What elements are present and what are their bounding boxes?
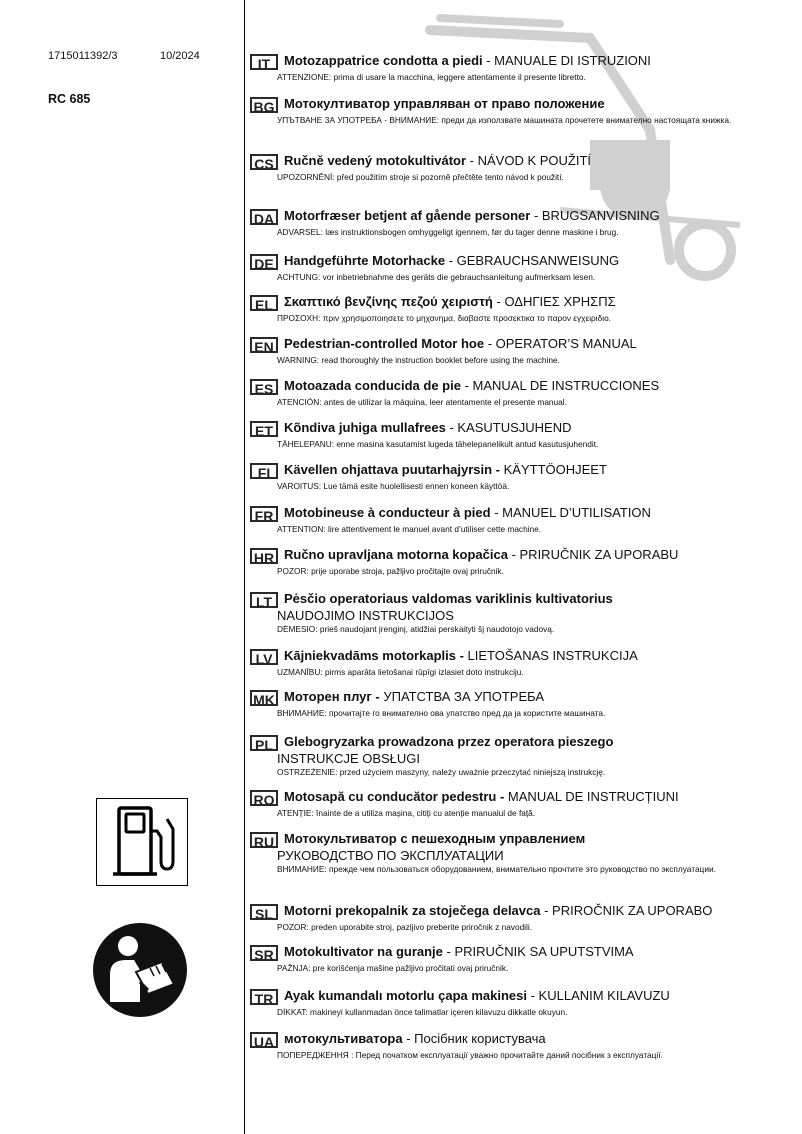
entry-title bbox=[284, 96, 605, 112]
language-entry-fi bbox=[250, 462, 760, 493]
entry-title bbox=[284, 591, 613, 607]
entry-title bbox=[284, 734, 613, 750]
entry-heading bbox=[250, 53, 760, 71]
manual-type-line: NAUDOJIMO INSTRUKCIJOS bbox=[277, 608, 454, 623]
entry-heading bbox=[250, 208, 760, 226]
product-name: Σκαπτικό βενζίνης πεζού χειριστή bbox=[284, 294, 493, 309]
warning-text: DİKKAT: makineyi kullanmadan önce talimatlar içeren kilavuzu dikkatle okuyun. bbox=[277, 1007, 568, 1017]
manual-type: - ΟΔΗΓΙΕΣ ΧΡΗΣΠΣ bbox=[492, 294, 616, 309]
manual-type: - MANUAL DE INSTRUCCIONES bbox=[460, 378, 660, 393]
language-entry-hr bbox=[250, 547, 760, 578]
vertical-divider bbox=[244, 0, 245, 1134]
product-name: Pėsčio operatoriaus valdomas variklinis kultivatorius bbox=[284, 591, 613, 606]
warning-text: ATENCIÓN: antes de utilizar la máquina, leer atentamente el presente manual. bbox=[277, 397, 567, 407]
entry-title bbox=[284, 547, 678, 563]
language-entry-da bbox=[250, 208, 760, 239]
entry-heading bbox=[250, 1031, 760, 1049]
fuel-warning-box bbox=[96, 798, 188, 886]
language-entry-it bbox=[250, 53, 760, 84]
entry-title bbox=[284, 689, 544, 705]
entry-heading bbox=[250, 420, 760, 438]
product-name: Handgeführte Motorhacke bbox=[284, 253, 446, 268]
warning-text: ВНИМАНИЕ: прежде чем пользоваться оборудованием, внимательно прочтите это руководство по эксплуатации. bbox=[277, 864, 716, 874]
entry-heading bbox=[250, 689, 760, 707]
warning-text: ADVARSEL: læs instruktionsbogen omhyggeligt igennem, før du tager denne maskine i brug. bbox=[277, 227, 619, 237]
language-code-badge: EN bbox=[250, 337, 278, 353]
entry-heading bbox=[250, 988, 760, 1006]
product-name: Ručno upravljana motorna kopačica bbox=[284, 547, 508, 562]
language-entry-cs bbox=[250, 153, 760, 184]
entry-title bbox=[284, 988, 670, 1004]
warning-text: ВНИМАНИЕ: прочитајте го внимателно ова упатство пред да ја користите машината. bbox=[277, 708, 606, 718]
language-code-badge: CS bbox=[250, 154, 278, 170]
warning-text: УПЪТВАНЕ ЗА УПОТРЕБА - ВНИМАНИЕ: преди да използвате машината прочетете внимателно настоящата книжка. bbox=[277, 115, 732, 125]
read-manual-icon bbox=[92, 922, 188, 1018]
manual-type: - PRIRUČNIK ZA UPORABU bbox=[507, 547, 679, 562]
language-entry-sr bbox=[250, 944, 760, 975]
manual-type: - GEBRAUCHSANWEISUNG bbox=[445, 253, 620, 268]
warning-text: ATTENZIONE: prima di usare la macchina, leggere attentamente il presente libretto. bbox=[277, 72, 586, 82]
product-name: Моторен плуг - bbox=[284, 689, 380, 704]
product-name: Motoazada conducida de pie bbox=[284, 378, 461, 393]
entry-heading bbox=[250, 789, 760, 807]
warning-text: OSTRZEŻENIE: przed użyciem maszyny, należy uważnie przeczytać niniejszą instrukcję. bbox=[277, 767, 606, 777]
language-entry-mk bbox=[250, 689, 760, 720]
manual-type: УПАТСТВА ЗА УПОТРЕБА bbox=[379, 689, 545, 704]
entry-title bbox=[284, 648, 638, 664]
product-name: Ayak kumandalı motorlu çapa makinesi bbox=[284, 988, 527, 1003]
language-code-badge: IT bbox=[250, 54, 278, 70]
warning-text: UPOZORNĚNÍ: před použitím stroje si pozorně přečtěte tento návod k použití. bbox=[277, 172, 564, 182]
language-code-badge: RU bbox=[250, 832, 278, 848]
language-code-badge: TR bbox=[250, 989, 278, 1005]
entry-heading bbox=[250, 831, 760, 849]
language-entry-es bbox=[250, 378, 760, 409]
entry-title bbox=[284, 505, 651, 521]
warning-text: POZOR: prije uporabe stroja, pažljivo pročitajte ovaj priručnik. bbox=[277, 566, 504, 576]
warning-text: POZOR: preden uporabite stroj, pazljivo preberite priročnik z navodili. bbox=[277, 922, 533, 932]
language-code-badge: DA bbox=[250, 209, 278, 225]
manual-type: - OPERATOR’S MANUAL bbox=[484, 336, 637, 351]
language-code-badge: ES bbox=[250, 379, 278, 395]
manual-type: - BRUGSANVISNING bbox=[530, 208, 660, 223]
entry-heading bbox=[250, 253, 760, 271]
language-entry-en bbox=[250, 336, 760, 367]
manual-type: LIETOŠANAS INSTRUKCIJA bbox=[463, 648, 638, 663]
warning-text: WARNING: read thoroughly the instruction booklet before using the machine. bbox=[277, 355, 560, 365]
language-code-badge: RO bbox=[250, 790, 278, 806]
product-name: Мотокултиватор управляван от право положение bbox=[284, 96, 605, 111]
entry-title bbox=[284, 336, 637, 352]
language-code-badge: SL bbox=[250, 904, 278, 920]
language-code-badge: DE bbox=[250, 254, 278, 270]
entry-title bbox=[284, 789, 679, 805]
language-entry-lv bbox=[250, 648, 760, 679]
language-entry-lt bbox=[250, 591, 760, 636]
product-name: Glebogryzarka prowadzona przez operatora pieszego bbox=[284, 734, 614, 749]
document-code: 1715011392/3 bbox=[48, 50, 118, 62]
language-entry-ro bbox=[250, 789, 760, 820]
entry-heading bbox=[250, 591, 760, 609]
manual-type: - PRIROČNIK ZA UPORABO bbox=[540, 903, 713, 918]
product-name: Motokultivator na guranje bbox=[284, 944, 443, 959]
entry-heading bbox=[250, 505, 760, 523]
manual-type: - NÁVOD K POUŽITÍ bbox=[466, 153, 592, 168]
product-name: Kājniekvadāms motorkaplis - bbox=[284, 648, 464, 663]
entry-heading bbox=[250, 648, 760, 666]
language-code-badge: MK bbox=[250, 690, 278, 706]
language-code-badge: LV bbox=[250, 649, 278, 665]
entry-title bbox=[284, 378, 659, 394]
entry-title bbox=[284, 462, 607, 478]
entry-heading bbox=[250, 378, 760, 396]
product-name: Motorni prekopalnik za stoječega delavca bbox=[284, 903, 541, 918]
entry-title bbox=[284, 944, 634, 960]
entry-title bbox=[284, 253, 619, 269]
manual-type: - KULLANIM KILAVUZU bbox=[527, 988, 670, 1003]
warning-text: ACHTUNG: vor inbetriebnahme des geräts die gebrauchsanleitung aufmerksam lesen. bbox=[277, 272, 596, 282]
language-entry-bg bbox=[250, 96, 760, 127]
entry-title bbox=[284, 903, 712, 919]
language-entry-ru bbox=[250, 831, 760, 876]
manual-type: - KASUTUSJUHEND bbox=[445, 420, 572, 435]
warning-text: VAROITUS: Lue tämä esite huolellisesti ennen koneen käyttöä. bbox=[277, 481, 510, 491]
language-code-badge: PL bbox=[250, 735, 278, 751]
entry-heading bbox=[250, 903, 760, 921]
model-number: RC 685 bbox=[48, 92, 91, 106]
language-entry-et bbox=[250, 420, 760, 451]
tiller-watermark bbox=[420, 10, 750, 290]
entry-heading bbox=[250, 153, 760, 171]
warning-text: ATENȚIE: înainte de a utiliza mașina, citiți cu atenție manualul de față. bbox=[277, 808, 536, 818]
entry-heading bbox=[250, 734, 760, 752]
language-entry-ua bbox=[250, 1031, 760, 1062]
language-code-badge: FI bbox=[250, 463, 278, 479]
language-code-badge: LT bbox=[250, 592, 278, 608]
manual-type-line: INSTRUKCJE OBSŁUGI bbox=[277, 751, 421, 766]
product-name: Motobineuse à conducteur à pied bbox=[284, 505, 491, 520]
product-name: Motozappatrice condotta a piedi bbox=[284, 53, 483, 68]
entry-title bbox=[284, 420, 572, 436]
product-name: Motosapă cu conducător pedestru - bbox=[284, 789, 505, 804]
language-code-badge: EL bbox=[250, 295, 278, 311]
warning-text: ПОПЕРЕДЖЕННЯ : Перед початком експлуатації уважно прочитайте даний посібник з експлуатації. bbox=[277, 1050, 663, 1060]
language-code-badge: UA bbox=[250, 1032, 278, 1048]
manual-type: - MANUALE DI ISTRUZIONI bbox=[482, 53, 651, 68]
warning-text: PAŽNJA: pre korišćenja mašine pažljivo pročitati ovaj priručnik. bbox=[277, 963, 509, 973]
entry-heading bbox=[250, 944, 760, 962]
entry-heading bbox=[250, 462, 760, 480]
language-code-badge: FR bbox=[250, 506, 278, 522]
entry-title bbox=[284, 831, 585, 847]
manual-type: - Посібник користувача bbox=[402, 1031, 546, 1046]
language-entry-de bbox=[250, 253, 760, 284]
warning-text: UZMANĪBU: pirms aparāta lietošanai rūpīgi izlasiet doto instrukciju. bbox=[277, 667, 524, 677]
product-name: мотокультиватора bbox=[284, 1031, 403, 1046]
product-name: Kõndiva juhiga mullafrees bbox=[284, 420, 446, 435]
entry-heading bbox=[250, 336, 760, 354]
entry-title bbox=[284, 153, 591, 169]
warning-text: ΠΡΟΣΟΧΗ: πριν χρησιμοποιησετε το μηχανημα, διαβαστε προσεκτικα το παρον εγχειριδιο. bbox=[277, 313, 611, 323]
warning-text: ATTENTION: lire attentivement le manuel avant d’utiliser cette machine. bbox=[277, 524, 542, 534]
manual-type-line: РУКОВОДСТВО ПО ЭКСПЛУАТАЦИИ bbox=[277, 848, 504, 863]
language-entry-tr bbox=[250, 988, 760, 1019]
warning-text: DĖMESIO: prieš naudojant įrenginį, atidžiai perskaityti šį naudotojo vadovą. bbox=[277, 624, 555, 634]
entry-heading bbox=[250, 96, 760, 114]
entry-heading bbox=[250, 294, 760, 312]
product-name: Мотокультиватор с пешеходным управлением bbox=[284, 831, 586, 846]
product-name: Pedestrian-controlled Motor hoe bbox=[284, 336, 485, 351]
manual-type: MANUAL DE INSTRUCȚIUNI bbox=[504, 789, 679, 804]
manual-type: - MANUEL D’UTILISATION bbox=[490, 505, 651, 520]
language-entry-fr bbox=[250, 505, 760, 536]
fuel-pump-icon bbox=[97, 799, 187, 885]
entry-title bbox=[284, 208, 660, 224]
language-entry-pl bbox=[250, 734, 760, 779]
product-name: Kävellen ohjattava puutarhajyrsin - bbox=[284, 462, 501, 477]
entry-heading bbox=[250, 547, 760, 565]
entry-title bbox=[284, 1031, 546, 1047]
product-name: Motorfræser betjent af gående personer bbox=[284, 208, 531, 223]
product-name: Ručně vedený motokultivátor bbox=[284, 153, 467, 168]
manual-type: KÄYTTÖOHJEET bbox=[500, 462, 607, 477]
language-code-badge: SR bbox=[250, 945, 278, 961]
document-date: 10/2024 bbox=[160, 50, 200, 62]
entry-title bbox=[284, 294, 616, 310]
language-code-badge: ET bbox=[250, 421, 278, 437]
warning-text: TÄHELEPANU: enne masina kasutamist lugeda tähelepanelikult antud kasutusjuhendit. bbox=[277, 439, 599, 449]
language-entry-sl bbox=[250, 903, 760, 934]
entry-title bbox=[284, 53, 651, 69]
manual-type: - PRIRUČNIK SA UPUTSTVIMA bbox=[442, 944, 634, 959]
language-code-badge: HR bbox=[250, 548, 278, 564]
language-code-badge: BG bbox=[250, 97, 278, 113]
language-entry-el bbox=[250, 294, 760, 325]
